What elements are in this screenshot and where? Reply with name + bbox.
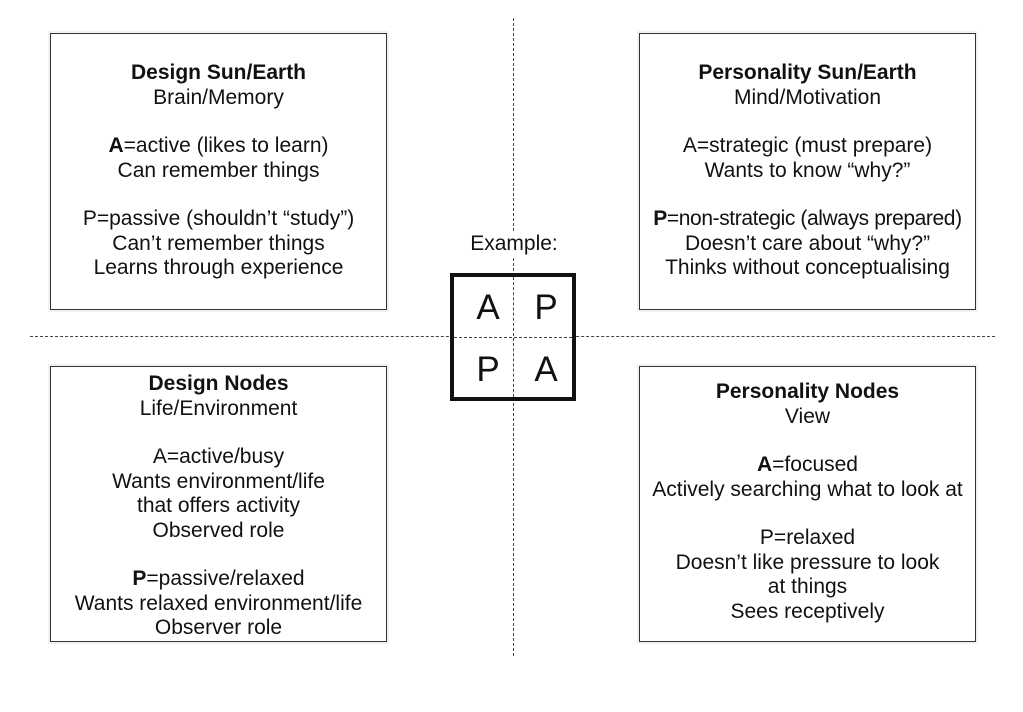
active-detail: Can remember things (117, 158, 320, 182)
active-line (51, 134, 386, 159)
active-detail: Actively searching what to look at (652, 477, 963, 501)
card-subtitle: View (784, 404, 831, 428)
passive-key: P (132, 567, 147, 590)
spacer (640, 110, 975, 134)
passive-line: P=relaxed (759, 526, 856, 549)
spacer (640, 429, 975, 453)
spacer (51, 543, 386, 567)
active-detail: that offers activity (136, 494, 301, 517)
spacer (640, 183, 975, 207)
example-cell-bottom-right: A (534, 350, 558, 389)
active-line: A=strategic (must prepare) (682, 134, 933, 157)
passive-text: =passive/relaxed (146, 567, 305, 590)
passive-detail: Observer role (154, 616, 283, 639)
passive-line (640, 207, 975, 232)
passive-detail: Thinks without conceptualising (665, 256, 950, 279)
passive-detail: Doesn’t care about “why?” (684, 231, 931, 255)
example-label: Example: (454, 232, 574, 256)
active-text: =focused (772, 453, 858, 476)
active-key: A (757, 453, 773, 476)
card-title: Design Nodes (148, 372, 289, 395)
personality-nodes-card (639, 366, 976, 642)
passive-detail: Wants relaxed environment/life (74, 591, 363, 615)
example-grid (450, 273, 576, 401)
active-detail: Observed role (152, 518, 285, 542)
passive-key: P (653, 207, 667, 230)
card-subtitle: Brain/Memory (153, 85, 284, 109)
design-sun-earth-card (50, 33, 387, 310)
card-subtitle: Life/Environment (139, 396, 298, 420)
active-text: =active (likes to learn) (123, 134, 329, 157)
card-title: Design Sun/Earth (130, 61, 307, 84)
passive-line (51, 567, 386, 592)
card-title: Personality Nodes (715, 380, 900, 403)
card-title: Personality Sun/Earth (698, 61, 917, 84)
personality-sun-earth-card (639, 33, 976, 310)
design-nodes-card (50, 366, 387, 642)
example-cell-top-left: A (476, 288, 500, 327)
passive-detail: Can’t remember things (112, 231, 325, 255)
passive-text: =non-strategic (always prepared) (666, 207, 962, 230)
passive-detail: Sees receptively (730, 599, 885, 623)
passive-line: P=passive (shouldn’t “study”) (82, 207, 355, 230)
spacer (640, 502, 975, 526)
passive-detail: Learns through experience (93, 256, 344, 279)
spacer (51, 110, 386, 134)
card-subtitle: Mind/Motivation (733, 85, 882, 109)
active-key: A (108, 134, 124, 157)
spacer (51, 421, 386, 445)
active-detail: Wants to know “why?” (704, 158, 911, 182)
example-cell-top-right: P (534, 288, 558, 327)
active-line (640, 453, 975, 478)
passive-detail: Doesn’t like pressure to look (675, 550, 940, 574)
spacer (51, 183, 386, 207)
passive-detail: at things (767, 575, 848, 598)
active-line: A=active/busy (152, 445, 285, 468)
example-cell-bottom-left: P (476, 350, 500, 389)
active-detail: Wants environment/life (112, 469, 325, 493)
